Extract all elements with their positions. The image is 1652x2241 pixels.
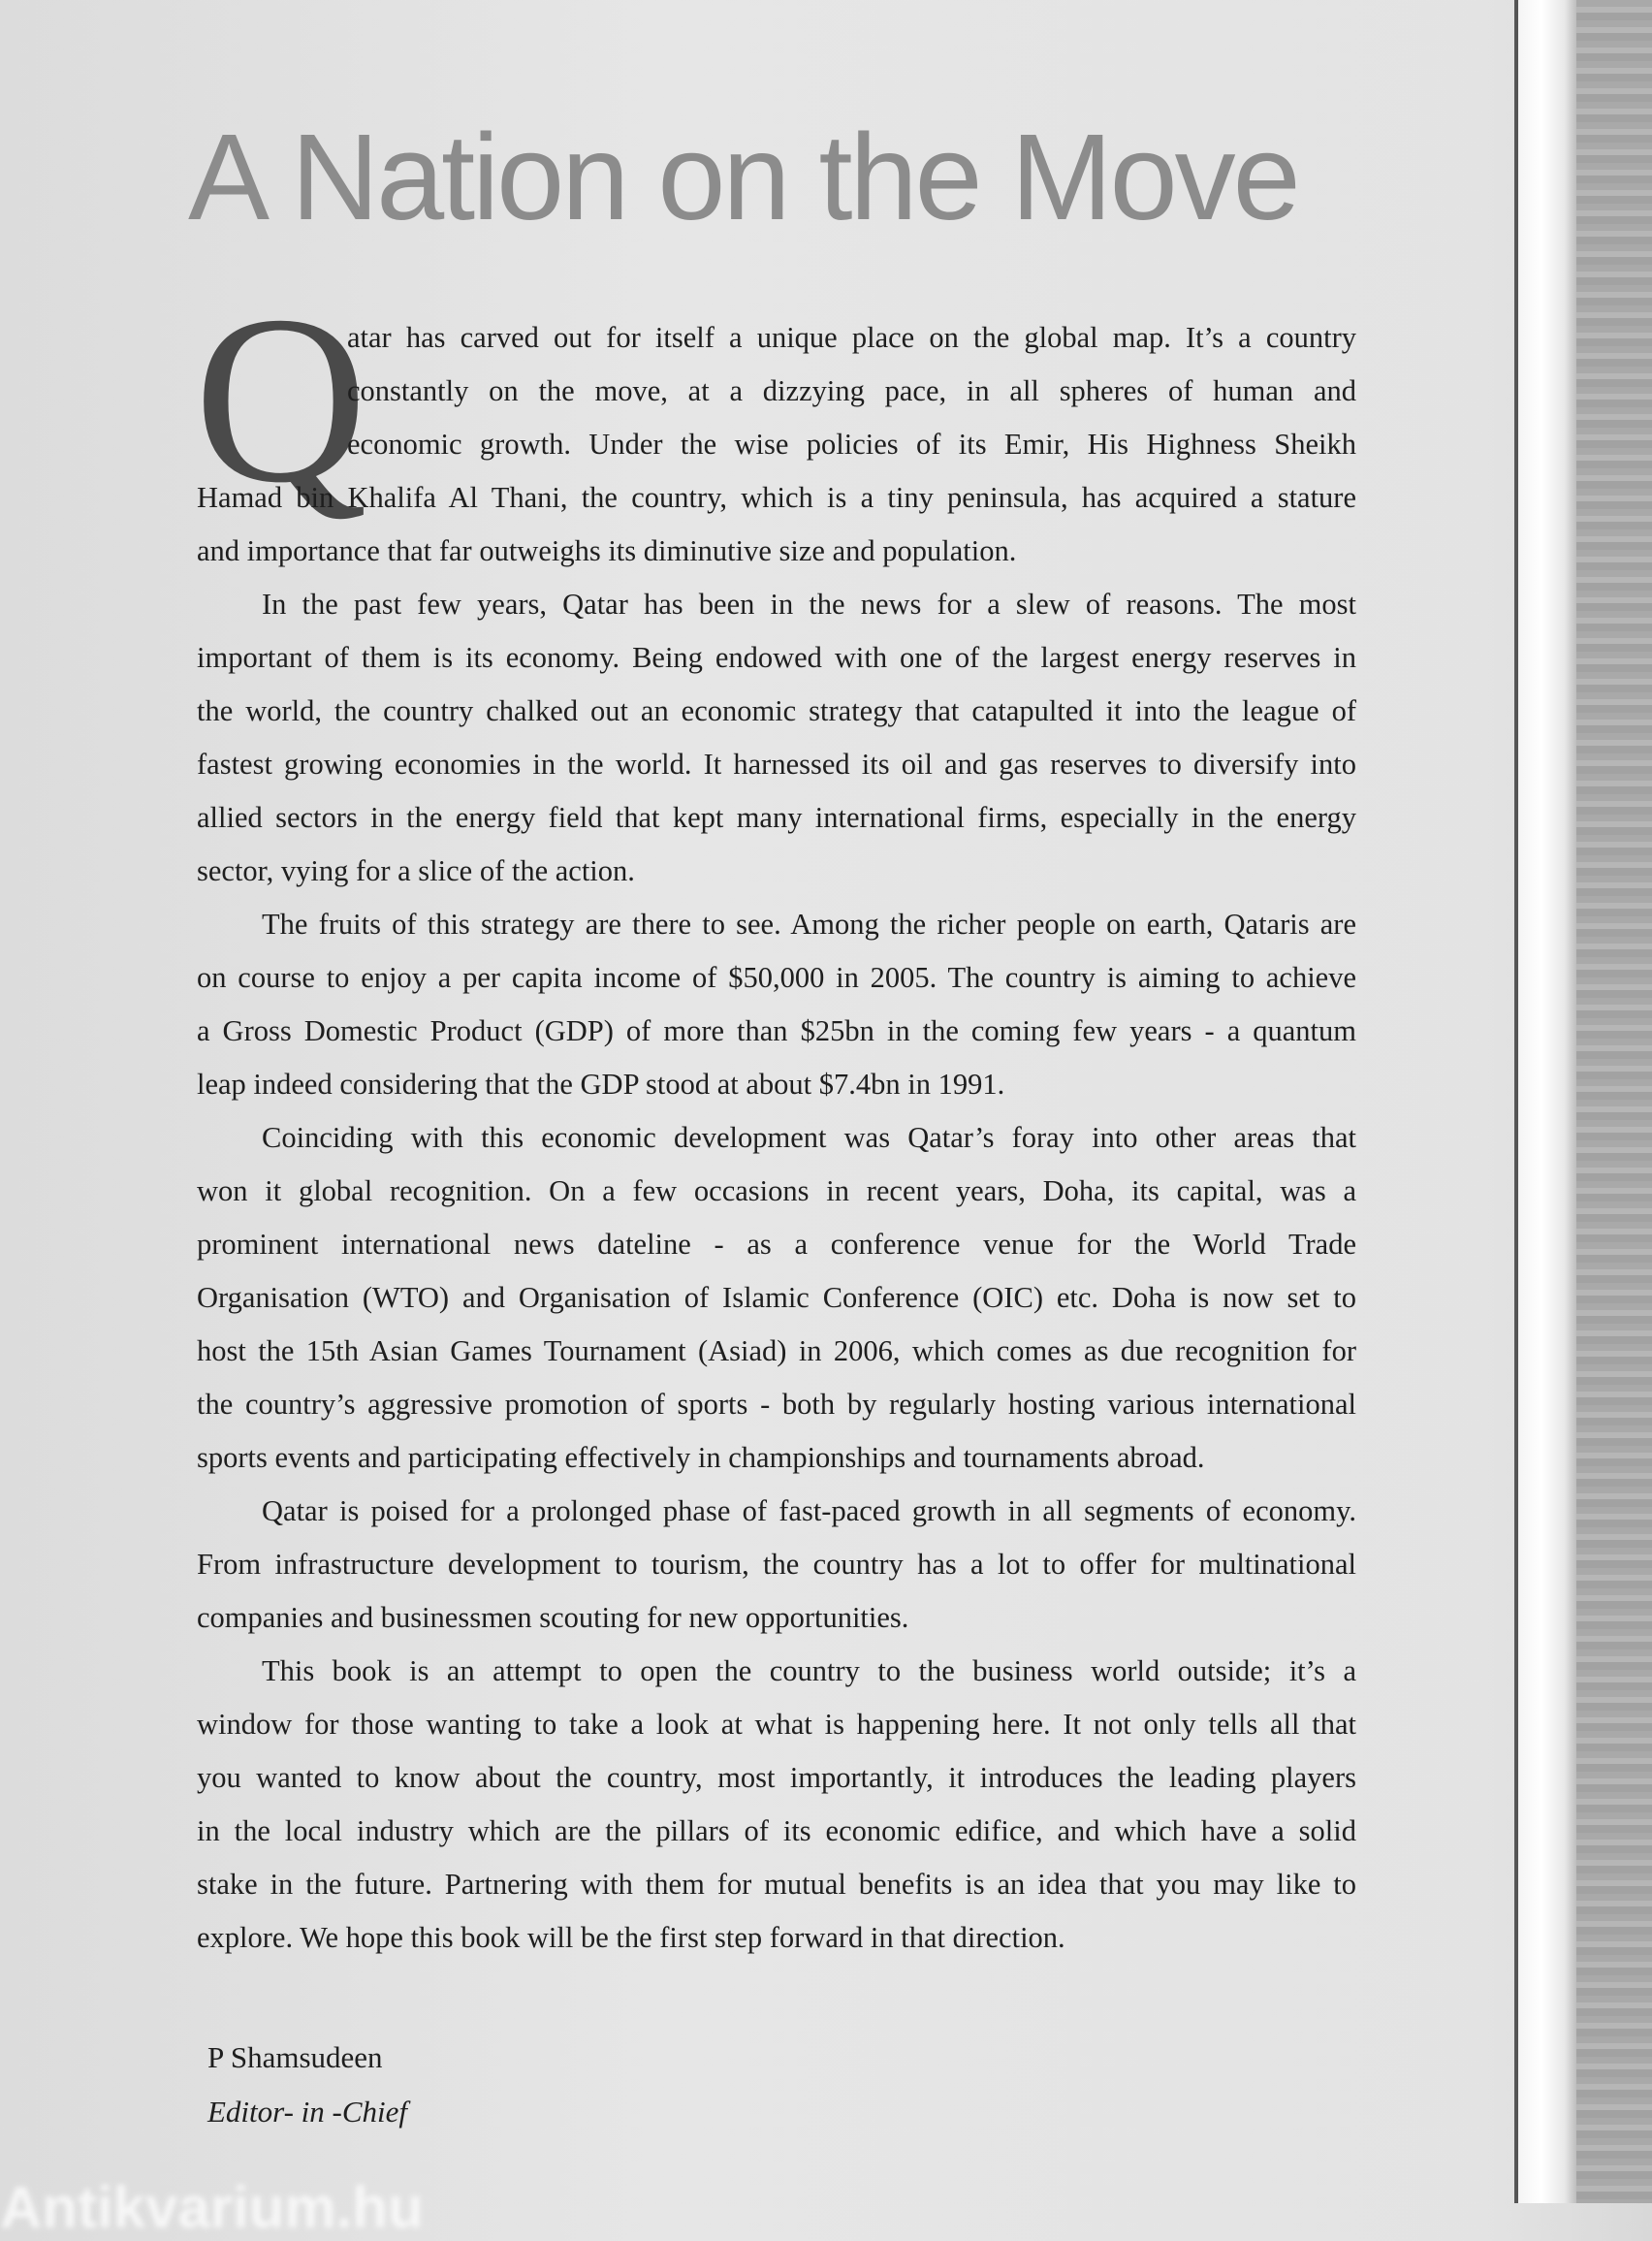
paragraph xyxy=(197,898,1356,1111)
text-line: Organisation (WTO) and Organisation of Islamic Conference (OIC) etc. Doha is now set to xyxy=(197,1281,1356,1314)
paragraph xyxy=(197,1111,1356,1485)
paragraph xyxy=(197,578,1356,898)
text-line: sector, vying for a slice of the action. xyxy=(197,854,635,887)
text-line: you wanted to know about the country, most importantly, it introduces the leading players xyxy=(197,1761,1356,1794)
text-line: won it global recognition. On a few occasions in recent years, Doha, its capital, was a xyxy=(197,1174,1356,1207)
text-line: sports events and participating effectively in championships and tournaments abroad. xyxy=(197,1441,1205,1474)
text-line: fastest growing economies in the world. It harnessed its oil and gas reserves to diversify into xyxy=(197,748,1356,781)
watermark: Antikvarium.hu xyxy=(0,2175,424,2240)
background-surface xyxy=(1576,0,1652,2203)
text-line: This book is an attempt to open the country to the business world outside; it’s a xyxy=(262,1654,1356,1687)
text-line: in the local industry which are the pillars of its economic edifice, and which have a solid xyxy=(197,1814,1356,1847)
article-body xyxy=(197,311,1356,1965)
signature-role: Editor- in -Chief xyxy=(207,2095,408,2129)
page-title: A Nation on the Move xyxy=(188,109,1298,245)
text-line: Hamad bin Khalifa Al Thani, the country, which is a tiny peninsula, has acquired a stature xyxy=(197,481,1356,514)
text-line: The fruits of this strategy are there to see. Among the richer people on earth, Qataris are xyxy=(262,908,1356,941)
text-line: a Gross Domestic Product (GDP) of more than $25bn in the coming few years - a quantum xyxy=(197,1014,1356,1047)
text-line: host the 15th Asian Games Tournament (Asiad) in 2006, which comes as due recognition for xyxy=(197,1334,1356,1367)
signature-name: P Shamsudeen xyxy=(207,2040,383,2074)
paragraph xyxy=(197,311,1356,578)
text-line: atar has carved out for itself a unique place on the global map. It’s a country xyxy=(347,321,1356,354)
text-line: important of them is its economy. Being endowed with one of the largest energy reserves in xyxy=(197,641,1356,674)
text-line: and importance that far outweighs its diminutive size and population. xyxy=(197,534,1017,567)
text-line: Coinciding with this economic development was Qatar’s foray into other areas that xyxy=(262,1121,1356,1154)
text-line: allied sectors in the energy field that kept many international firms, especially in the energy xyxy=(197,801,1356,834)
book-edge xyxy=(1518,0,1576,2203)
text-line: on course to enjoy a per capita income of $50,000 in 2005. The country is aiming to achieve xyxy=(197,961,1356,994)
text-line: economic growth. Under the wise policies of its Emir, His Highness Sheikh xyxy=(347,428,1356,461)
text-line: leap indeed considering that the GDP stood at about $7.4bn in 1991. xyxy=(197,1068,1005,1101)
paragraph xyxy=(197,1485,1356,1645)
text-line: stake in the future. Partnering with them for mutual benefits is an idea that you may like to xyxy=(197,1868,1356,1901)
page-edge xyxy=(1514,0,1518,2203)
text-line: Qatar is poised for a prolonged phase of fast-paced growth in all segments of economy. xyxy=(262,1494,1356,1527)
text-line: In the past few years, Qatar has been in the news for a slew of reasons. The most xyxy=(262,588,1356,621)
text-line: window for those wanting to take a look at what is happening here. It not only tells all that xyxy=(197,1708,1356,1741)
text-line: companies and businessmen scouting for new opportunities. xyxy=(197,1601,909,1634)
text-line: the world, the country chalked out an economic strategy that catapulted it into the league of xyxy=(197,694,1356,727)
drop-cap: Q xyxy=(194,266,368,532)
text-line: constantly on the move, at a dizzying pace, in all spheres of human and xyxy=(347,374,1356,407)
text-line: prominent international news dateline - as a conference venue for the World Trade xyxy=(197,1228,1356,1261)
text-line: From infrastructure development to tourism, the country has a lot to offer for multinational xyxy=(197,1548,1356,1581)
text-line: the country’s aggressive promotion of sports - both by regularly hosting various international xyxy=(197,1388,1356,1421)
paragraph xyxy=(197,1645,1356,1965)
text-line: explore. We hope this book will be the first step forward in that direction. xyxy=(197,1921,1065,1954)
